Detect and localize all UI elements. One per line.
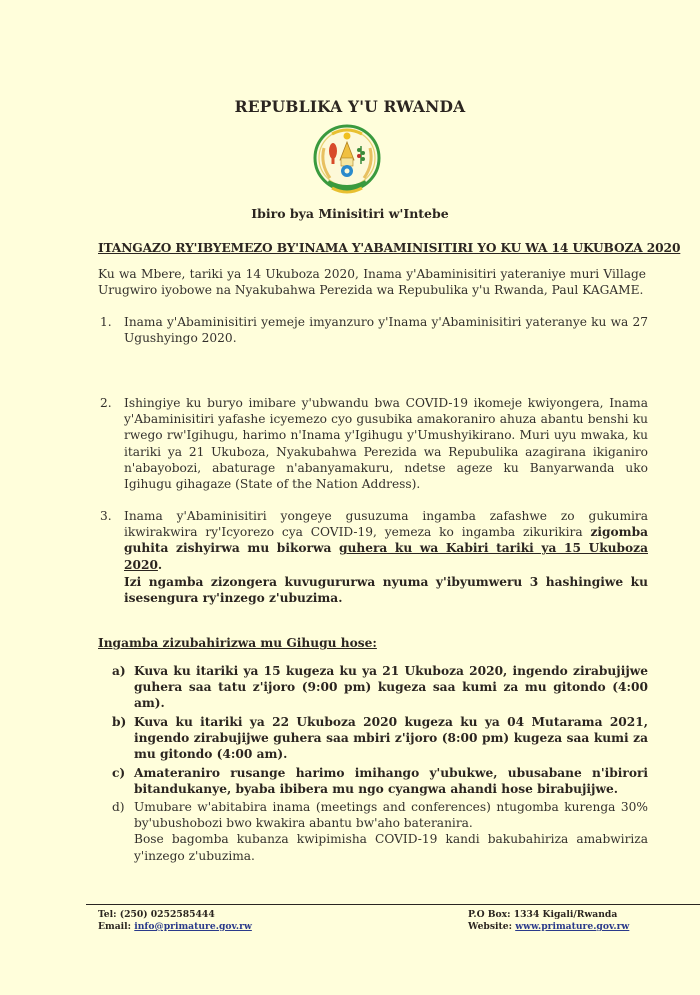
measure-text: Kuva ku itariki ya 15 kugeza ku ya 21 Ukuboza 2020, ingendo zirabujijwe guhera saa tatu z'ijoro (9:00 pm) kugeza saa kumi za mu gitondo (4:00 am). (134, 664, 648, 711)
intro-paragraph: Ku wa Mbere, tariki ya 14 Ukuboza 2020, Inama y'Abaminisitiri yateraniye muri Village Urugwiro iyobowe na Nyakubahwa Perezida wa Repubulika y'u Rwanda, Paul KAGAME. (98, 267, 646, 298)
website-label: Website: (468, 921, 512, 932)
measure-letter: b) (112, 715, 127, 729)
item-text (124, 508, 648, 573)
review-note: Izi ngamba zizongera kuvugururwa nyuma y'ibyumweru 3 hashingiwe ku isesengura ry'inzego z'ubuzima. (124, 575, 648, 606)
measure-item (112, 765, 648, 797)
footer-contact-right (468, 909, 629, 933)
measure-text: Amateraniro rusange harimo imihango y'ubukwe, ubusabane n'ibirori bitandukanye, byaba ibibera mu ngo cyangwa ahandi hose birabujijwe. (134, 766, 648, 797)
item-text-end: . (157, 557, 163, 572)
email-label: Email: (98, 921, 132, 932)
footer-contact-left (98, 909, 252, 933)
item-number: 1. (100, 315, 112, 329)
measure-text: Umubare w'abitabira inama (meetings and conferences) ntugomba kurenga 30% by'ubushobozi bwo kwakira abantu bw'aho bateranira. (134, 800, 648, 831)
website-link[interactable]: www.primature.gov.rw (515, 921, 630, 932)
item-text-bold: zigomba guhita zishyirwa mu bikorwa (124, 525, 648, 556)
footer-email (98, 921, 252, 933)
footer-website (468, 921, 629, 933)
list-item (100, 395, 648, 492)
measure-item (112, 714, 648, 763)
item-text-bold-underlined: guhera ku wa Kabiri tariki ya 15 Ukuboza 2020 (124, 541, 648, 572)
measure-item (112, 799, 648, 864)
footer-pobox (468, 909, 629, 921)
pobox-value: 1334 Kigali/Rwanda (513, 909, 618, 920)
item-text: Inama y'Abaminisitiri yemeje imyanzuro y'Inama y'Abaminisitiri yateranye ku wa 27 Ugushyingo 2020. (124, 315, 648, 346)
country-name: REPUBLIKA Y'U RWANDA (234, 97, 466, 116)
list-item (100, 314, 648, 346)
email-link[interactable]: info@primature.gov.rw (134, 921, 252, 932)
tel-value: (250) 0252585444 (119, 909, 215, 920)
footer-divider (86, 904, 700, 905)
item-number: 2. (100, 396, 112, 410)
measure-letter: a) (112, 664, 126, 678)
measure-letter: d) (112, 800, 125, 814)
measure-letter: c) (112, 766, 126, 780)
tel-label: Tel: (98, 909, 117, 920)
rwanda-coat-of-arms-icon (306, 120, 388, 202)
pobox-label: P.O Box: (468, 909, 511, 920)
measure-text: Kuva ku itariki ya 22 Ukuboza 2020 kugeza ku ya 04 Mutarama 2021, ingendo zirabujijwe guhera saa mbiri z'ijoro (8:00 pm) kugeza saa kumi za mu gitondo (4:00 am). (134, 715, 648, 762)
measures-heading: Ingamba zizubahirizwa mu Gihugu hose: (98, 636, 377, 650)
item-text: Ishingiye ku buryo imibare y'ubwandu bwa COVID-19 ikomeje kwiyongera, Inama y'Abaminisitiri yafashe icyemezo cyo gusubika amakoraniro ahuza abantu benshi ku rwego rw'Igihugu, harimo n'Inama y'Igihugu y'Umushyikirano. Muri uyu mwaka, ku itariki ya 21 Ukuboza, Nyakubahwa Perezida wa Repubulika azagirana ikiganiro n'abayobozi, abaturage n'abanyamakuru, ndetse ageze ku Banyarwanda uko Igihugu gihagaze (State of the Nation Address). (124, 396, 648, 492)
item-number: 3. (100, 509, 112, 523)
office-name: Ibiro bya Minisitiri w'Intebe (251, 206, 449, 221)
list-item (100, 508, 648, 573)
footer-tel (98, 909, 252, 921)
item-text-plain: Inama y'Abaminisitiri yongeye gusuzuma ingamba zafashwe zo gukumira ikwirakwira ry'Icyorezo cya COVID-19, yemeza ko ingamba zikurikira (124, 509, 648, 540)
measure-item (112, 663, 648, 712)
document-title: ITANGAZO RY'IBYEMEZO BY'INAMA Y'ABAMINISITIRI YO KU WA 14 UKUBOZA 2020 (98, 241, 681, 255)
measure-text-extra: Bose bagomba kubanza kwipimisha COVID-19 kandi bakubahiriza amabwiriza y'inzego z'ubuzima. (134, 832, 648, 863)
